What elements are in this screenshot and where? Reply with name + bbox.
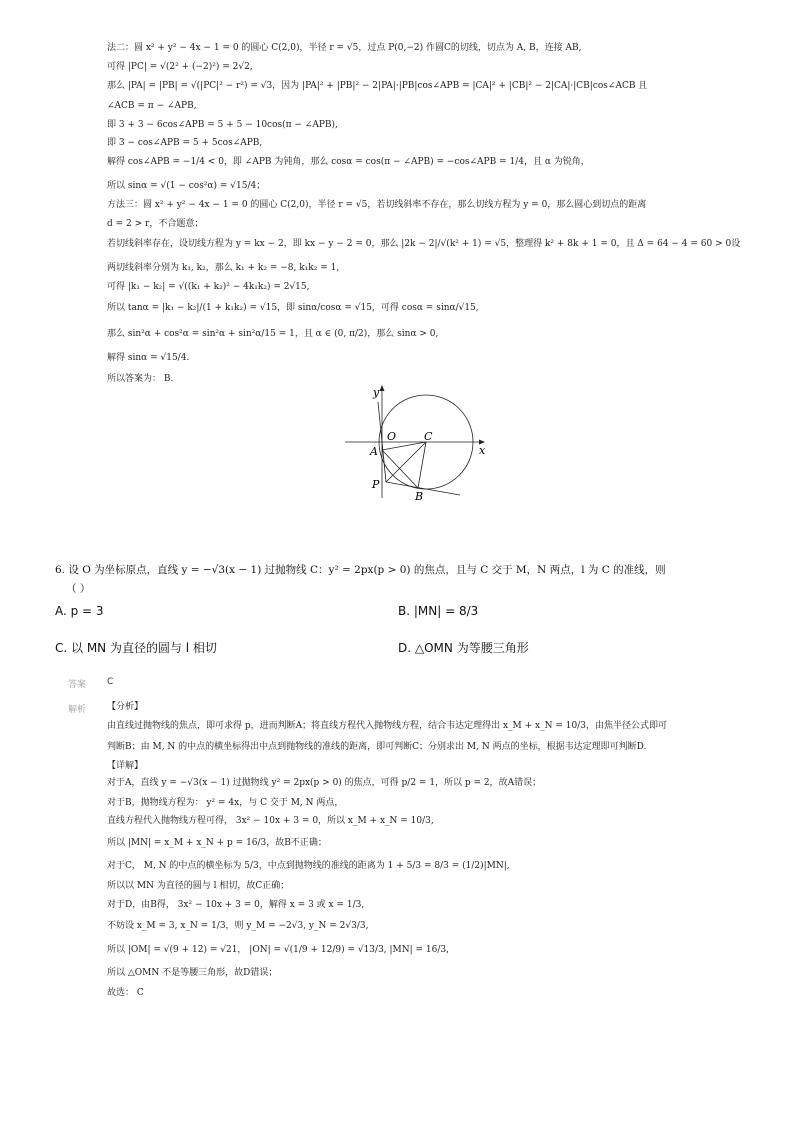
label-p: P — [372, 478, 380, 491]
analysis-line: 不妨设 x_M = 3, x_N = 1/3，则 y_M = −2√3, y_N = 2√3/3, — [107, 921, 369, 931]
analysis-line: 由直线过抛物线的焦点，即可求得 p，进而判断A；将直线方程代入抛物线方程，结合韦达定理得出 x_M + x_N = 10/3，由焦半径公式即可 — [107, 721, 667, 731]
solution-line: 所以 tanα = |k₁ − k₂|/(1 + k₁k₂) = √15，即 sinα/cosα = √15，可得 cosα = sinα/√15, — [107, 303, 479, 313]
label-x: x — [479, 444, 486, 457]
answer-label: 答案 — [68, 680, 87, 690]
solution-line: ∠ACB = π − ∠APB, — [107, 101, 197, 111]
analysis-line: 所以以 MN 为直径的圆与 l 相切，故C正确； — [107, 881, 290, 891]
solution-line: 即 3 − cos∠APB = 5 + 5cos∠APB, — [107, 138, 263, 148]
solution-line: d = 2 > r，不合题意； — [107, 219, 204, 229]
label-a: A — [370, 445, 378, 458]
segment-oa — [382, 442, 386, 482]
label-b: B — [415, 490, 424, 503]
question-blank: （ ） — [66, 583, 91, 595]
analysis-line: 对于A，直线 y = −√3(x − 1) 过抛物线 y² = 2px(p > 0) 的焦点，可得 p/2 = 1，所以 p = 2，故A错误； — [107, 778, 542, 788]
solution-line: 若切线斜率存在，设切线方程为 y = kx − 2，即 kx − y − 2 = 0，那么 |2k − 2|/√(k² + 1) = √5，整理得 k² + 8k + 1 = 0，且 Δ = 64 − 4 = 60 > 0设 — [107, 239, 741, 249]
analysis-line: 对于C， M, N 的中点的横坐标为 5/3，中点到抛物线的准线的距离为 1 + 5/3 = 8/3 = (1/2)|MN|, — [107, 861, 510, 871]
analysis-line: 所以 △OMN 不是等腰三角形，故D错误； — [107, 968, 278, 978]
label-y: y — [373, 386, 380, 399]
solution-line: 解得 cos∠APB = −1/4 < 0，即 ∠APB 为钝角，那么 cosα = cos(π − ∠APB) = −cos∠APB = 1/4，且 α 为锐角， — [107, 157, 590, 167]
solution-line: 可得 |PC| = √(2² + (−2)²) = 2√2, — [107, 62, 253, 72]
solution-line: 法二：圆 x² + y² − 4x − 1 = 0 的圆心 C(2,0)，半径 r = √5，过点 P(0,−2) 作圆C的切线，切点为 A, B，连接 AB, — [107, 43, 582, 53]
answer-value: C — [107, 677, 114, 687]
option-c[interactable]: C. 以 MN 为直径的圆与 l 相切 — [55, 641, 217, 655]
analysis-line: 对于D，由B得， 3x² − 10x + 3 = 0，解得 x = 3 或 x = 1/3, — [107, 900, 365, 910]
question-stem: 6. 设 O 为坐标原点，直线 y = −√3(x − 1) 过抛物线 C：y² = 2px(p > 0) 的焦点，且与 C 交于 M，N 两点，l 为 C 的准线，则 — [55, 564, 666, 576]
option-b[interactable]: B. |MN| = 8/3 — [398, 604, 479, 618]
analysis-line: 【分析】 — [107, 702, 144, 712]
label-o: O — [387, 430, 397, 443]
y-axis-arrow — [380, 385, 385, 391]
solution-line: 即 3 + 3 − 6cos∠APB = 5 + 5 − 10cos(π − ∠APB), — [107, 120, 338, 130]
analysis-line: 【详解】 — [107, 761, 144, 771]
analysis-line: 对于B，抛物线方程为： y² = 4x，与 C 交于 M, N 两点， — [107, 798, 344, 808]
solution-line: 解得 sinα = √15/4. — [107, 353, 190, 363]
analysis-line: 故选： C — [107, 988, 144, 998]
option-d[interactable]: D. △OMN 为等腰三角形 — [398, 641, 529, 655]
solution-line: 所以 sinα = √(1 − cos²α) = √15/4； — [107, 181, 266, 191]
geometry-figure — [340, 380, 490, 505]
solution-line: 那么 |PA| = |PB| = √(|PC|² − r²) = √3，因为 |PA|² + |PB|² − 2|PA|·|PB|cos∠APB = |CA|² + |CB|² − 2|CA|·|CB|cos∠ACB 且 — [107, 81, 648, 91]
solution-line: 那么 sin²α + cos²α = sin²α + sin²α/15 = 1，且 α ∈ (0, π/2)，那么 sinα > 0, — [107, 329, 439, 339]
analysis-line: 判断B；由 M, N 的中点的横坐标得出中点到抛物线的准线的距离，即可判断C；分别求出 M, N 两点的坐标，根据韦达定理即可判断D. — [107, 742, 647, 752]
label-c: C — [424, 430, 433, 443]
solution-line: 可得 |k₁ − k₂| = √((k₁ + k₂)² − 4k₁k₂) = 2√15, — [107, 282, 310, 292]
option-a[interactable]: A. p = 3 — [55, 604, 104, 618]
solution-line: 方法三：圆 x² + y² − 4x − 1 = 0 的圆心 C(2,0)，半径 r = √5，若切线斜率不存在，那么切线方程为 y = 0，那么圆心到切点的距离 — [107, 200, 647, 210]
analysis-line: 所以 |MN| = x_M + x_N + p = 16/3，故B不正确； — [107, 838, 327, 848]
solution-line: 所以答案为： B. — [107, 374, 174, 384]
analysis-line: 直线方程代入抛物线方程可得， 3x² − 10x + 3 = 0，所以 x_M + x_N = 10/3, — [107, 816, 434, 826]
solution-line: 两切线斜率分别为 k₁, k₂，那么 k₁ + k₂ = −8, k₁k₂ = 1, — [107, 263, 340, 273]
analysis-label: 解析 — [68, 705, 87, 715]
analysis-line: 所以 |OM| = √(9 + 12) = √21， |ON| = √(1/9 + 12/9) = √13/3, |MN| = 16/3, — [107, 945, 450, 955]
